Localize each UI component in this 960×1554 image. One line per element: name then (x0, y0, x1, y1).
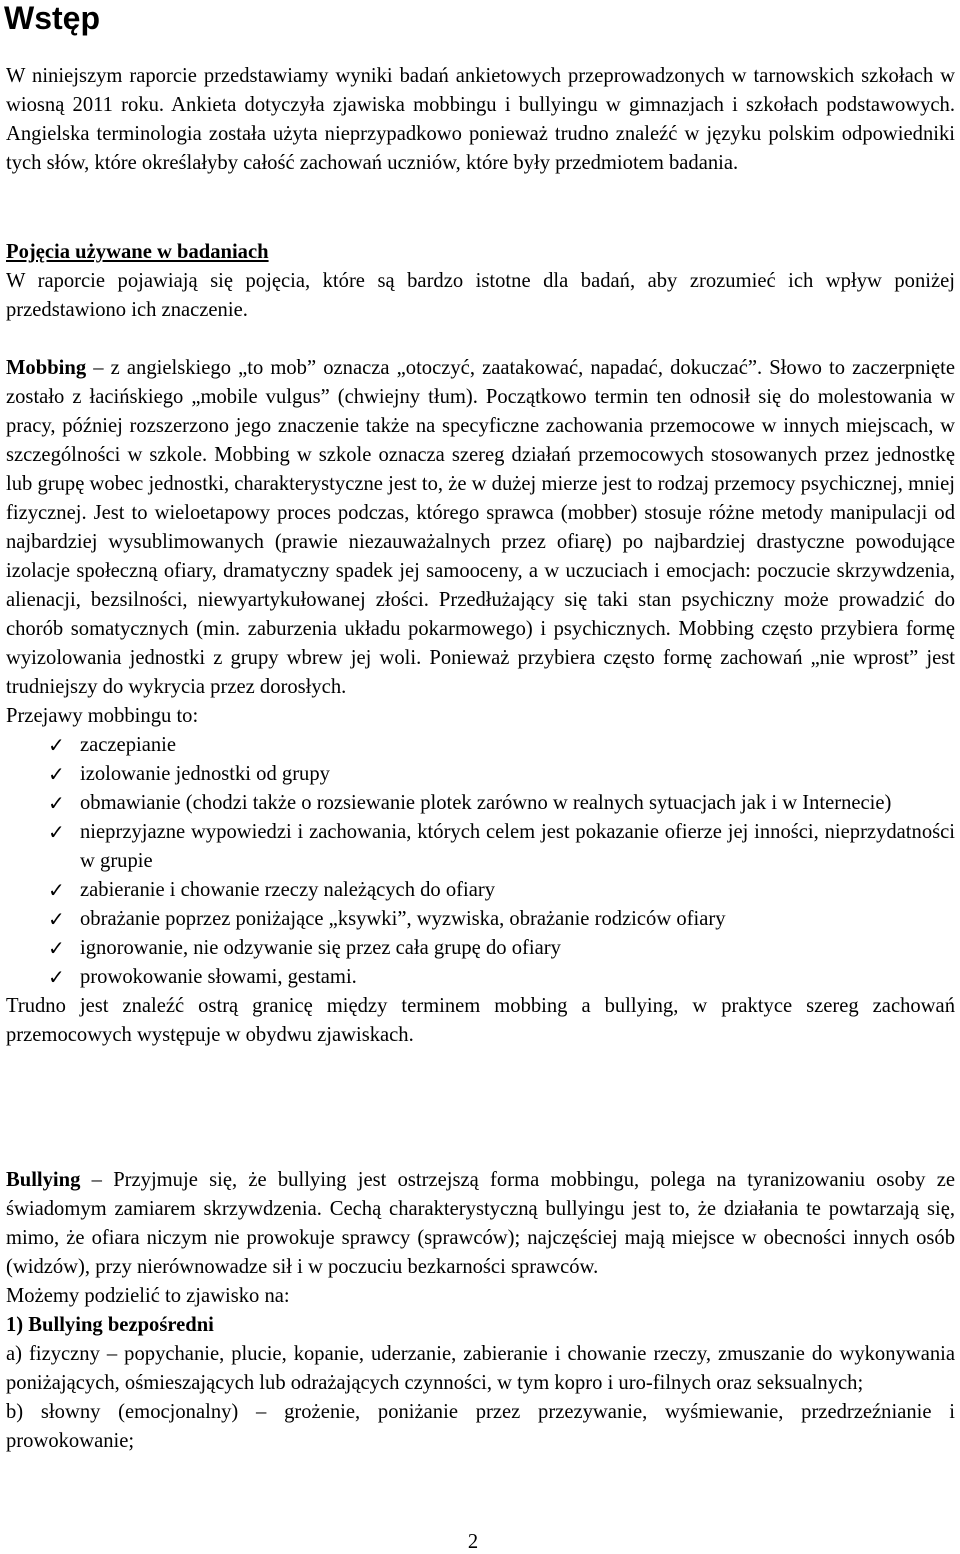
bullying-section (6, 1166, 955, 1456)
list-item (6, 818, 955, 876)
list-item (6, 731, 955, 760)
bullying-paragraph (6, 1166, 955, 1282)
list-item (6, 905, 955, 934)
bullying-type-b: b) słowny (emocjonalny) – grożenie, poniżanie przez przezywanie, wyśmiewanie, przedrzeźnianie i prowokowanie; (6, 1401, 955, 1452)
page-number: 2 (467, 1531, 479, 1553)
pojecia-text: W raporcie pojawiają się pojęcia, które są bardzo istotne dla badań, aby zrozumieć ich wpływ poniżej przedstawiono ich znaczenie. (6, 270, 955, 321)
bullying-term: Bullying (6, 1169, 81, 1191)
checkmark-icon: ✓ (48, 936, 65, 960)
mobbing-closing: Trudno jest znaleźć ostrą granicę między terminem mobbing a bullying, w praktyce szereg zachowań przemocowych występuje w obydwu zjawiskach. (6, 995, 955, 1046)
checkmark-icon: ✓ (48, 733, 65, 757)
checkmark-icon: ✓ (48, 878, 65, 902)
checkmark-icon: ✓ (48, 820, 65, 844)
bullying-definition: – Przyjmuje się, że bullying jest ostrzejszą forma mobbingu, polega na tyranizowaniu osoby ze świadomym zamiarem skrzywdzenia. Cechą charakterystyczną bullyingu jest to, że działania te powtarzają się, mimo, że ofiara niczym nie prowokuje sprawcy (sprawców); najczęściej mają miejsce w obecności innych osób (widzów), przy nierównowadze sił i w poczuciu bezkarności sprawców. (6, 1169, 955, 1278)
list-item (6, 934, 955, 963)
checkmark-icon: ✓ (48, 791, 65, 815)
list-item-text: obmawianie (chodzi także o rozsiewanie plotek zarówno w realnych sytuacjach jak i w Internecie) (80, 792, 892, 814)
list-item-text: zabieranie i chowanie rzeczy należących do ofiary (80, 879, 496, 901)
checkmark-icon: ✓ (48, 965, 65, 989)
page-title: Wstęp (4, 0, 100, 36)
mobbing-list-intro: Przejawy mobbingu to: (6, 705, 199, 727)
list-item-text: izolowanie jednostki od grupy (80, 763, 330, 785)
list-item-text: nieprzyjazne wypowiedzi i zachowania, których celem jest pokazanie ofierze jej inności, nieprzydatności w grupie (80, 821, 955, 872)
list-item-text: ignorowanie, nie odzywanie się przez cała grupę do ofiary (80, 937, 561, 959)
list-item (6, 760, 955, 789)
checkmark-icon: ✓ (48, 762, 65, 786)
pojecia-section (6, 238, 955, 325)
list-item (6, 876, 955, 905)
bullying-type-a: a) fizyczny – popychanie, plucie, kopanie, uderzanie, zabieranie i chowanie rzeczy, zmuszanie do wykonywania poniżających, ośmieszających lub odrażających czynności, w tym kopro i uro-filnych oraz seksualnych; (6, 1343, 955, 1394)
mobbing-definition: – z angielskiego „to mob” oznacza „otoczyć, zaatakować, napadać, dokuczać”. Słowo to zaczerpnięte zostało z łacińskiego „mobile vulgus” (chwiejny tłum). Początkowo termin ten odnosił się do molestowania w pracy, później rozszerzono jego znaczenie także na specyficzne zachowania przemocowe w innych miejscach, w szczególności w szkole. Mobbing w szkole oznacza szereg działań przemocowych stosowanych przez jednostkę lub grupę wobec jednostki, charakterystyczne jest to, że w dużej mierze jest to rodzaj przemocy psychicznej, mniej fizycznej. Jest to wieloetapowy proces podczas, którego sprawca (mobber) stosuje różne metody manipulacji od najbardziej wysublimowanych (prawie niezauważalnych przez ofiarę) po najbardziej drastyczne powodujące izolacje społeczną ofiary, dramatyczny spadek jej samooceny, a w uczuciach i emocjach: poczucie skrzywdzenia, alienacji, bezsilności, niewyartykułowanej złości. Przedłużający się taki stan psychiczny może prowadzić do chorób somatycznych (min. zaburzenia układu pokarmowego) i psychicznych. Mobbing często przybiera formę wyizolowania jednostki z grupy wbrew jej woli. Ponieważ przybiera często formę zachowań „nie wprost” jest trudniejszy do wykrycia przez dorosłych. (6, 357, 955, 698)
bullying-subheading: 1) Bullying bezpośredni (6, 1314, 214, 1336)
list-item (6, 963, 955, 992)
checkmark-icon: ✓ (48, 907, 65, 931)
list-item-text: obrażanie poprzez poniżające „ksywki”, wyzwiska, obrażanie rodziców ofiary (80, 908, 726, 930)
list-item (6, 789, 955, 818)
mobbing-term: Mobbing (6, 357, 87, 379)
list-item-text: prowokowanie słowami, gestami. (80, 966, 357, 988)
intro-paragraph: W niniejszym raporcie przedstawiamy wyniki badań ankietowych przeprowadzonych w tarnowskich szkołach w wiosną 2011 roku. Ankieta dotyczyła zjawiska mobbingu i bullyingu w gimnazjach i szkołach podstawowych. Angielska terminologia została użyta nieprzypadkowo ponieważ trudno znaleźć w języku polskim odpowiedniki tych słów, które określałyby całość zachowań uczniów, które były przedmiotem badania. (6, 65, 955, 174)
pojecia-heading: Pojęcia używane w badaniach (6, 241, 269, 263)
mobbing-section (6, 354, 955, 1050)
mobbing-paragraph (6, 354, 955, 702)
bullying-divide: Możemy podzielić to zjawisko na: (6, 1285, 290, 1307)
mobbing-symptoms-list (6, 731, 955, 992)
list-item-text: zaczepianie (80, 734, 177, 756)
